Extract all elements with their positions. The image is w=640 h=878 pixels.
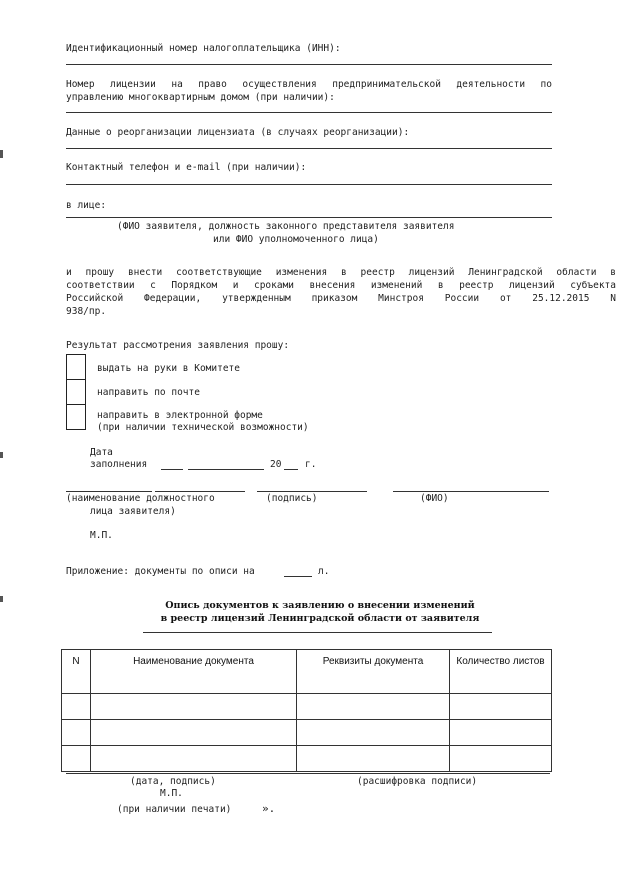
- date-suffix: г.: [305, 459, 317, 470]
- table-cell[interactable]: [91, 720, 297, 746]
- table-cell[interactable]: [62, 746, 91, 772]
- col-header-doc-name: Наименование документа: [91, 650, 297, 694]
- license-label-line1: Номер лицензии на право осуществления предпринимательской деятельности по: [66, 79, 552, 90]
- col-header-number: N: [62, 650, 91, 694]
- inn-label: Идентификационный номер налогоплательщика (ИНН):: [66, 43, 341, 54]
- attachment-suffix: л.: [318, 566, 330, 577]
- reorg-label: Данные о реорганизации лицензиата (в случаях реорганизации):: [66, 127, 410, 138]
- table-cell[interactable]: [450, 694, 552, 720]
- table-cell[interactable]: [297, 746, 450, 772]
- date-year-prefix: 20: [270, 459, 282, 470]
- footer-closing-quote: ».: [262, 802, 276, 815]
- footer-date-sign: (дата, подпись): [130, 776, 216, 787]
- table-cell[interactable]: [297, 694, 450, 720]
- option-checkbox-mail[interactable]: [66, 379, 86, 405]
- license-label-line2: управлению многоквартирным домом (при наличии):: [66, 92, 335, 103]
- person-note-line2: или ФИО уполномоченного лица): [213, 234, 379, 245]
- footer-decoding: (расшифровка подписи): [357, 776, 478, 787]
- scan-edge-mark: [0, 150, 3, 158]
- date-year-line[interactable]: [284, 469, 298, 470]
- sig-position-caption-2: лица заявителя): [90, 506, 176, 517]
- inventory-title-line2: в реестр лицензий Ленинградской области от заявителя: [160, 613, 480, 624]
- contact-label: Контактный телефон и e-mail (при наличии):: [66, 162, 307, 173]
- footer-stamp: М.П.: [160, 788, 183, 799]
- table-row: [62, 746, 552, 772]
- person-label: в лице:: [66, 200, 107, 211]
- option-checkbox-electronic[interactable]: [66, 404, 86, 430]
- sig-sign-caption: (подпись): [266, 493, 318, 504]
- inn-field-line[interactable]: [66, 64, 552, 65]
- footer-signature-line[interactable]: [66, 773, 550, 774]
- option-checkbox-hand[interactable]: [66, 354, 86, 380]
- reorg-field-line[interactable]: [66, 148, 552, 149]
- table-row: [62, 720, 552, 746]
- footer-stamp-note: (при наличии печати): [117, 804, 232, 815]
- date-month-line[interactable]: [188, 469, 264, 470]
- contact-field-line[interactable]: [66, 184, 552, 185]
- option-label-electronic: направить в электронной форме: [97, 410, 263, 421]
- request-line1: и прошу внести соответствующие изменения в реестр лицензий Ленинградской области в: [66, 267, 616, 278]
- request-line4: 938/пр.: [66, 306, 107, 317]
- inventory-table: [61, 649, 552, 772]
- table-row: [62, 694, 552, 720]
- result-label: Результат рассмотрения заявления прошу:: [66, 340, 290, 351]
- option-label-hand: выдать на руки в Комитете: [97, 363, 240, 374]
- attachment-prefix: Приложение: документы по описи на: [66, 566, 255, 577]
- table-cell[interactable]: [91, 694, 297, 720]
- table-cell[interactable]: [62, 694, 91, 720]
- sig-position-caption: (наименование должностного: [66, 493, 215, 504]
- request-line2: соответствии с Порядком и сроками внесения изменений в реестр лицензий субъекта: [66, 280, 616, 291]
- option-label-mail: направить по почте: [97, 387, 200, 398]
- col-header-sheet-count: Количество листов: [450, 650, 552, 694]
- sig-fio-caption: (ФИО): [420, 493, 449, 504]
- table-cell[interactable]: [450, 720, 552, 746]
- stamp-label: М.П.: [90, 530, 113, 541]
- col-header-doc-details: Реквизиты документа: [297, 650, 450, 694]
- inventory-title-line1: Опись документов к заявлению о внесении изменений: [165, 600, 475, 611]
- date-fill-label: заполнения: [90, 459, 148, 470]
- person-field-line[interactable]: [66, 217, 552, 218]
- table-cell[interactable]: [297, 720, 450, 746]
- table-cell[interactable]: [450, 746, 552, 772]
- table-cell[interactable]: [62, 720, 91, 746]
- person-note-line1: (ФИО заявителя, должность законного представителя заявителя: [117, 221, 455, 232]
- license-field-line[interactable]: [66, 112, 552, 113]
- attachment-pages-line[interactable]: [284, 576, 312, 577]
- scan-edge-mark: [0, 452, 3, 458]
- option-note: (при наличии технической возможности): [97, 422, 309, 433]
- table-header-row: [62, 650, 552, 694]
- date-label: Дата: [90, 447, 113, 458]
- inventory-title-underline: [143, 632, 492, 633]
- sig-fio-line[interactable]: [393, 491, 549, 492]
- date-day-line[interactable]: [161, 469, 183, 470]
- request-line3: Российской Федерации, утвержденным приказом Минстроя России от 25.12.2015 N: [66, 293, 616, 304]
- table-cell[interactable]: [91, 746, 297, 772]
